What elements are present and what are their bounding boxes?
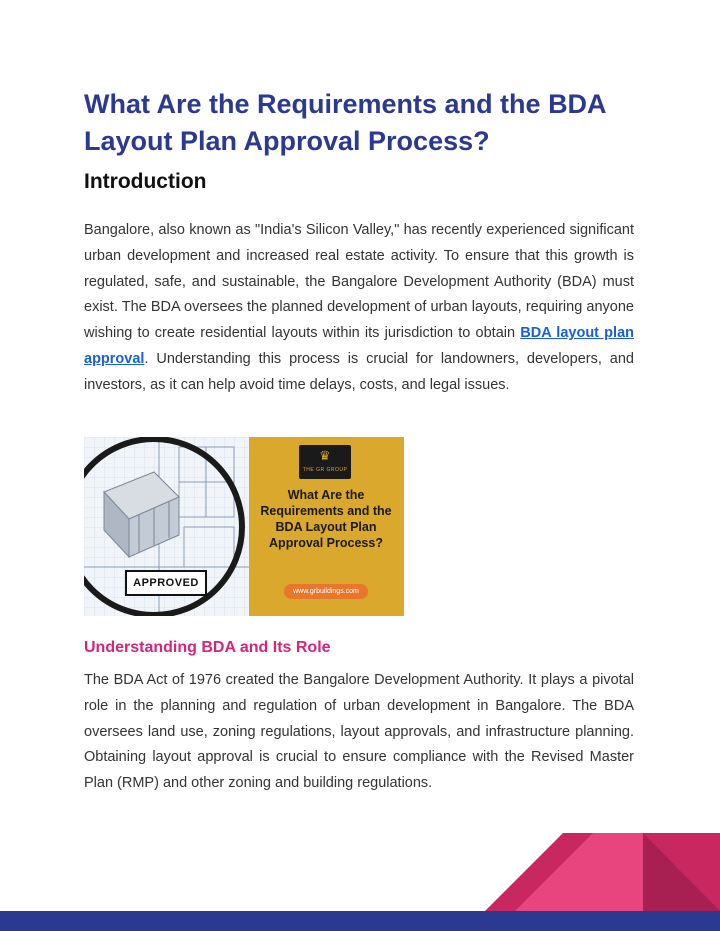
corner-decoration <box>485 833 720 911</box>
footer-bar <box>0 911 720 931</box>
page-title: What Are the Requirements and the BDA Layout Plan Approval Process? <box>84 89 606 156</box>
gr-group-logo <box>299 445 351 479</box>
intro-heading: Introduction <box>84 170 207 193</box>
section-paragraph: The BDA Act of 1976 created the Bangalore Development Authority. It plays a pivotal role in the planning and regulation of urban development in Bangalore. The BDA oversees land use, zoning regulations, layout approvals, and infrastructure planning. Obtaining layout approval is crucial to ensure compliance with the Revised Master Plan (RMP) and other zoning and building regulations. <box>84 672 634 792</box>
logo-text: THE GR GROUP <box>302 467 348 473</box>
banner-title: What Are the Requirements and the BDA Layout Plan Approval Process? <box>260 488 392 550</box>
bda-approval-link[interactable]: BDA layout plan approval <box>84 325 634 367</box>
intro-text-part-2: . Understanding this process is crucial for landowners, developers, and investors, as it can help avoid time delays, costs, and legal issues. <box>84 350 634 393</box>
article-banner-image <box>84 437 404 616</box>
banner-url: www.grbuildings.com <box>284 584 368 599</box>
approved-stamp: APPROVED <box>125 570 207 596</box>
intro-text-part-1: Bangalore, also known as "India's Silicon Valley," has recently experienced significant urban development and increased real estate activity. To ensure that this growth is regulated, safe, and sustainable, the Bangalore Development Authority (BDA) must exist. The BDA oversees the planned development of urban layouts, requiring anyone wishing to create residential layouts within its jurisdiction to obtain <box>84 222 634 342</box>
intro-paragraph <box>84 218 634 399</box>
crown-icon: ♛ <box>319 448 331 463</box>
section-heading: Understanding BDA and Its Role <box>84 639 331 656</box>
